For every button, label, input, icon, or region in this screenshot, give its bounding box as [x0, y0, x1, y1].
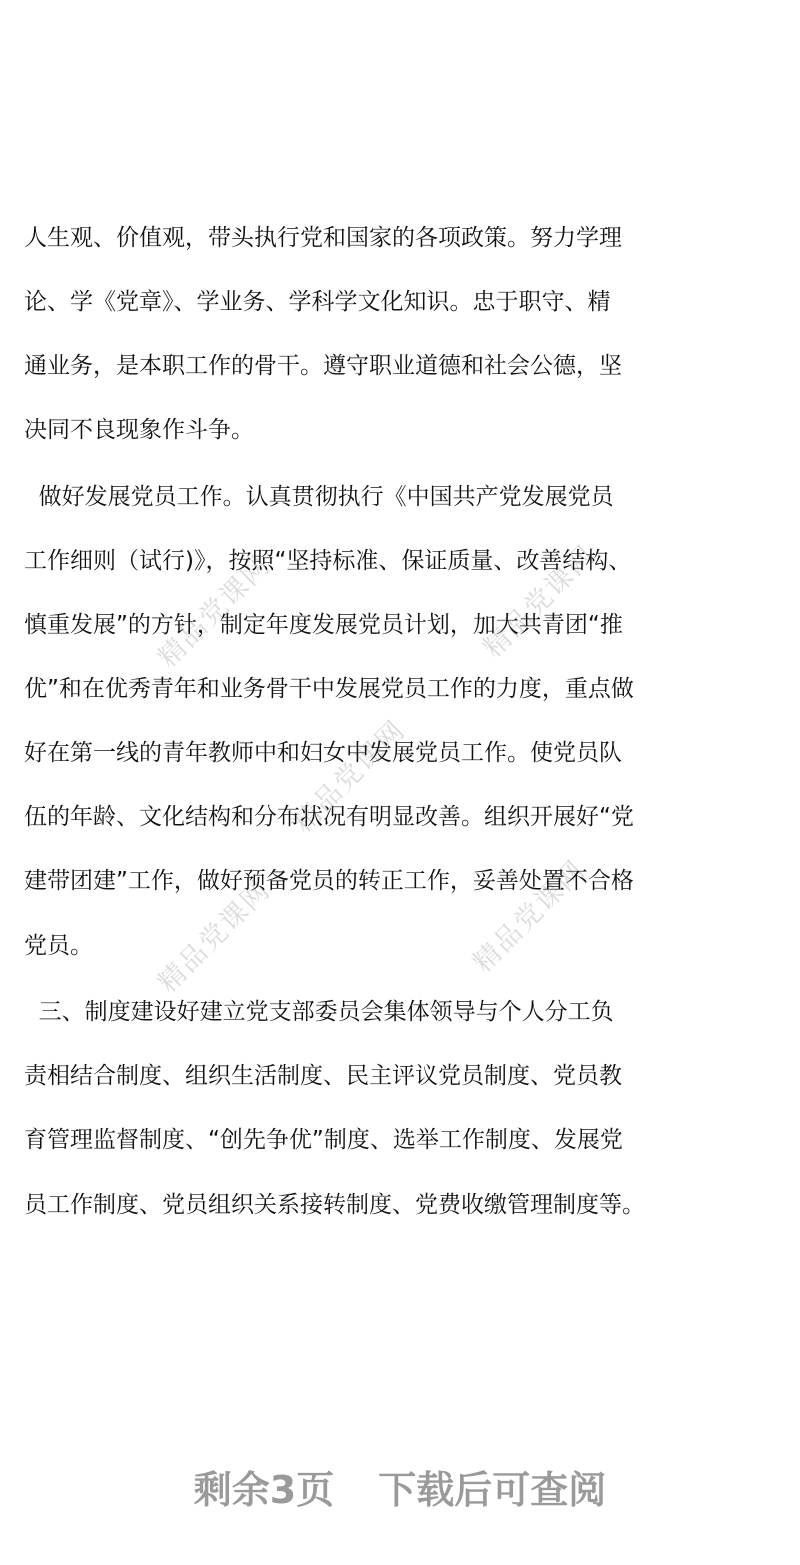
- text-line: 好在第一线的青年教师中和妇女中发展党员工作。使党员队: [24, 740, 622, 766]
- text-line: 三、制度建设好建立党支部委员会集体领导与个人分工负: [24, 999, 614, 1025]
- text-line: 决同不良现象作斗争。: [24, 417, 254, 443]
- text-line: 工作细则（试行)》，按照“坚持标准、保证质量、改善结构、: [24, 548, 632, 574]
- text-line: 优”和在优秀青年和业务骨干中发展党员工作的力度，重点做: [24, 676, 634, 702]
- watermark: 精品党课网: [152, 549, 277, 674]
- text-line: 责相结合制度、组织生活制度、民主评议党员制度、党员教: [24, 1063, 622, 1089]
- remaining-pages-label: 剩余3页: [193, 1468, 335, 1512]
- text-line: 伍的年龄、文化结构和分布状况有明显改善。组织开展好“党: [24, 804, 634, 830]
- text-line: 建带团建”工作，做好预备党员的转正工作，妥善处置不合格: [24, 868, 634, 894]
- text-line: 做好发展党员工作。认真贯彻执行《中国共产党发展党员: [24, 484, 614, 510]
- text-line: 通业务，是本职工作的骨干。遵守职业道德和社会公德，坚: [24, 353, 622, 379]
- text-line: 慎重发展”的方针，制定年度发展党员计划，加大共青团“推: [24, 612, 623, 638]
- watermark: 精品党课网: [287, 714, 412, 839]
- text-line: 人生观、价值观，带头执行党和国家的各项政策。努力学理: [24, 225, 622, 251]
- text-line: 育管理监督制度、“创先争优”制度、选举工作制度、发展党: [24, 1127, 623, 1153]
- text-line: 论、学《党章》、学业务、学科学文化知识。忠于职守、精: [24, 289, 611, 315]
- download-prompt[interactable]: [0, 1462, 800, 1518]
- watermark: 精品党课网: [152, 874, 277, 999]
- watermark: 精品党课网: [477, 539, 602, 664]
- text-line: 员工作制度、党员组织关系接转制度、党费收缴管理制度等。: [24, 1192, 645, 1218]
- watermark: 精品党课网: [467, 854, 592, 979]
- download-to-view-label: 下载后可查阅: [378, 1468, 607, 1512]
- text-line: 党员。: [24, 933, 93, 959]
